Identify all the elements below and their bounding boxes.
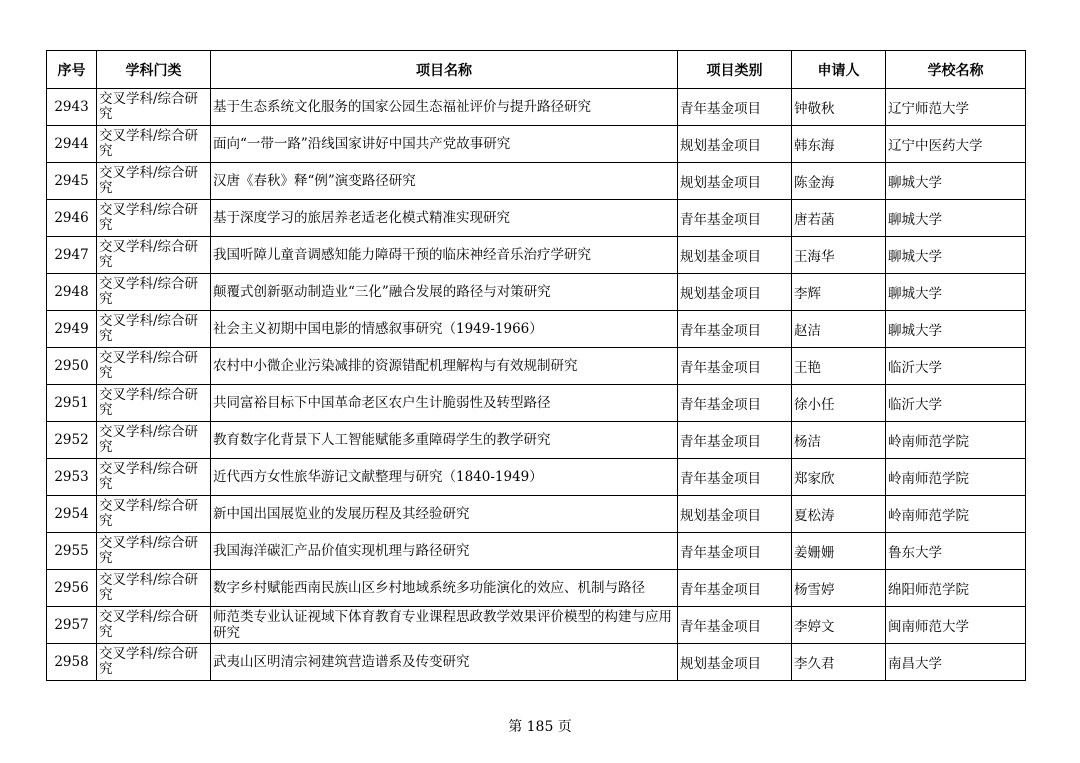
cell-project: 基于生态系统文化服务的国家公园生态福祉评价与提升路径研究 xyxy=(211,89,678,126)
cell-school: 岭南师范学院 xyxy=(886,459,1026,496)
cell-category: 交叉学科/综合研究 xyxy=(97,274,211,311)
header-applicant: 申请人 xyxy=(792,51,886,89)
cell-applicant: 唐若菡 xyxy=(792,200,886,237)
cell-project: 农村中小微企业污染减排的资源错配机理解构与有效规制研究 xyxy=(211,348,678,385)
cell-category: 交叉学科/综合研究 xyxy=(97,459,211,496)
cell-seq: 2953 xyxy=(47,459,97,496)
cell-project: 社会主义初期中国电影的情感叙事研究（1949-1966） xyxy=(211,311,678,348)
cell-applicant: 李辉 xyxy=(792,274,886,311)
cell-applicant: 钟敬秋 xyxy=(792,89,886,126)
header-project: 项目名称 xyxy=(211,51,678,89)
table-row xyxy=(47,496,1026,533)
cell-seq: 2958 xyxy=(47,644,97,681)
cell-type: 规划基金项目 xyxy=(678,644,792,681)
cell-project: 我国听障儿童音调感知能力障碍干预的临床神经音乐治疗学研究 xyxy=(211,237,678,274)
cell-school: 绵阳师范学院 xyxy=(886,570,1026,607)
cell-school: 聊城大学 xyxy=(886,237,1026,274)
cell-type: 青年基金项目 xyxy=(678,89,792,126)
header-school: 学校名称 xyxy=(886,51,1026,89)
cell-applicant: 郑家欣 xyxy=(792,459,886,496)
cell-school: 鲁东大学 xyxy=(886,533,1026,570)
table-row xyxy=(47,200,1026,237)
project-table xyxy=(46,50,1026,681)
cell-category: 交叉学科/综合研究 xyxy=(97,163,211,200)
cell-type: 青年基金项目 xyxy=(678,385,792,422)
cell-category: 交叉学科/综合研究 xyxy=(97,533,211,570)
cell-project: 新中国出国展览业的发展历程及其经验研究 xyxy=(211,496,678,533)
table-row xyxy=(47,274,1026,311)
cell-applicant: 赵洁 xyxy=(792,311,886,348)
cell-applicant: 王艳 xyxy=(792,348,886,385)
cell-seq: 2948 xyxy=(47,274,97,311)
cell-school: 临沂大学 xyxy=(886,385,1026,422)
header-category: 学科门类 xyxy=(97,51,211,89)
table-row xyxy=(47,533,1026,570)
cell-school: 临沂大学 xyxy=(886,348,1026,385)
cell-project: 武夷山区明清宗祠建筑营造谱系及传变研究 xyxy=(211,644,678,681)
table-row xyxy=(47,385,1026,422)
cell-applicant: 李久君 xyxy=(792,644,886,681)
table-row xyxy=(47,348,1026,385)
cell-project: 我国海洋碳汇产品价值实现机理与路径研究 xyxy=(211,533,678,570)
cell-seq: 2947 xyxy=(47,237,97,274)
cell-applicant: 陈金海 xyxy=(792,163,886,200)
cell-project: 汉唐《春秋》释“例”演变路径研究 xyxy=(211,163,678,200)
table-row xyxy=(47,644,1026,681)
cell-category: 交叉学科/综合研究 xyxy=(97,422,211,459)
cell-category: 交叉学科/综合研究 xyxy=(97,644,211,681)
table-row xyxy=(47,89,1026,126)
cell-school: 辽宁师范大学 xyxy=(886,89,1026,126)
cell-type: 青年基金项目 xyxy=(678,200,792,237)
table-row xyxy=(47,237,1026,274)
cell-applicant: 杨雪婷 xyxy=(792,570,886,607)
cell-project: 颠覆式创新驱动制造业“三化”融合发展的路径与对策研究 xyxy=(211,274,678,311)
cell-seq: 2952 xyxy=(47,422,97,459)
cell-applicant: 韩东海 xyxy=(792,126,886,163)
cell-school: 聊城大学 xyxy=(886,163,1026,200)
cell-seq: 2951 xyxy=(47,385,97,422)
cell-project: 师范类专业认证视域下体育教育专业课程思政教学效果评价模型的构建与应用研究 xyxy=(211,607,678,644)
cell-seq: 2945 xyxy=(47,163,97,200)
cell-applicant: 杨洁 xyxy=(792,422,886,459)
cell-category: 交叉学科/综合研究 xyxy=(97,570,211,607)
cell-seq: 2954 xyxy=(47,496,97,533)
cell-type: 规划基金项目 xyxy=(678,496,792,533)
cell-project: 共同富裕目标下中国革命老区农户生计脆弱性及转型路径 xyxy=(211,385,678,422)
cell-project: 近代西方女性旅华游记文献整理与研究（1840-1949） xyxy=(211,459,678,496)
cell-category: 交叉学科/综合研究 xyxy=(97,126,211,163)
cell-category: 交叉学科/综合研究 xyxy=(97,496,211,533)
cell-applicant: 李婷文 xyxy=(792,607,886,644)
cell-type: 规划基金项目 xyxy=(678,274,792,311)
header-type: 项目类别 xyxy=(678,51,792,89)
cell-seq: 2956 xyxy=(47,570,97,607)
cell-type: 青年基金项目 xyxy=(678,533,792,570)
cell-type: 青年基金项目 xyxy=(678,348,792,385)
cell-seq: 2946 xyxy=(47,200,97,237)
cell-seq: 2957 xyxy=(47,607,97,644)
table-header-row xyxy=(47,51,1026,89)
cell-type: 规划基金项目 xyxy=(678,126,792,163)
cell-applicant: 夏松涛 xyxy=(792,496,886,533)
cell-applicant: 姜姗姗 xyxy=(792,533,886,570)
cell-type: 规划基金项目 xyxy=(678,237,792,274)
cell-type: 青年基金项目 xyxy=(678,607,792,644)
page-number: 第 185 页 xyxy=(508,719,572,735)
cell-school: 聊城大学 xyxy=(886,311,1026,348)
cell-type: 青年基金项目 xyxy=(678,311,792,348)
cell-type: 规划基金项目 xyxy=(678,163,792,200)
cell-type: 青年基金项目 xyxy=(678,570,792,607)
cell-seq: 2955 xyxy=(47,533,97,570)
cell-project: 面向“一带一路”沿线国家讲好中国共产党故事研究 xyxy=(211,126,678,163)
cell-school: 岭南师范学院 xyxy=(886,422,1026,459)
cell-seq: 2943 xyxy=(47,89,97,126)
cell-school: 聊城大学 xyxy=(886,200,1026,237)
cell-category: 交叉学科/综合研究 xyxy=(97,385,211,422)
cell-school: 闽南师范大学 xyxy=(886,607,1026,644)
cell-category: 交叉学科/综合研究 xyxy=(97,311,211,348)
table-row xyxy=(47,459,1026,496)
cell-seq: 2950 xyxy=(47,348,97,385)
table-row xyxy=(47,126,1026,163)
cell-seq: 2949 xyxy=(47,311,97,348)
cell-applicant: 徐小任 xyxy=(792,385,886,422)
cell-category: 交叉学科/综合研究 xyxy=(97,607,211,644)
table-row xyxy=(47,570,1026,607)
cell-school: 聊城大学 xyxy=(886,274,1026,311)
table-row xyxy=(47,607,1026,644)
cell-applicant: 王海华 xyxy=(792,237,886,274)
cell-school: 南昌大学 xyxy=(886,644,1026,681)
cell-school: 岭南师范学院 xyxy=(886,496,1026,533)
cell-type: 青年基金项目 xyxy=(678,422,792,459)
cell-project: 教育数字化背景下人工智能赋能多重障碍学生的教学研究 xyxy=(211,422,678,459)
cell-seq: 2944 xyxy=(47,126,97,163)
table-row xyxy=(47,422,1026,459)
cell-project: 数字乡村赋能西南民族山区乡村地域系统多功能演化的效应、机制与路径 xyxy=(211,570,678,607)
cell-type: 青年基金项目 xyxy=(678,459,792,496)
table-row xyxy=(47,311,1026,348)
cell-category: 交叉学科/综合研究 xyxy=(97,89,211,126)
cell-project: 基于深度学习的旅居养老适老化模式精准实现研究 xyxy=(211,200,678,237)
cell-category: 交叉学科/综合研究 xyxy=(97,237,211,274)
cell-school: 辽宁中医药大学 xyxy=(886,126,1026,163)
cell-category: 交叉学科/综合研究 xyxy=(97,348,211,385)
cell-category: 交叉学科/综合研究 xyxy=(97,200,211,237)
table-row xyxy=(47,163,1026,200)
header-seq: 序号 xyxy=(47,51,97,89)
